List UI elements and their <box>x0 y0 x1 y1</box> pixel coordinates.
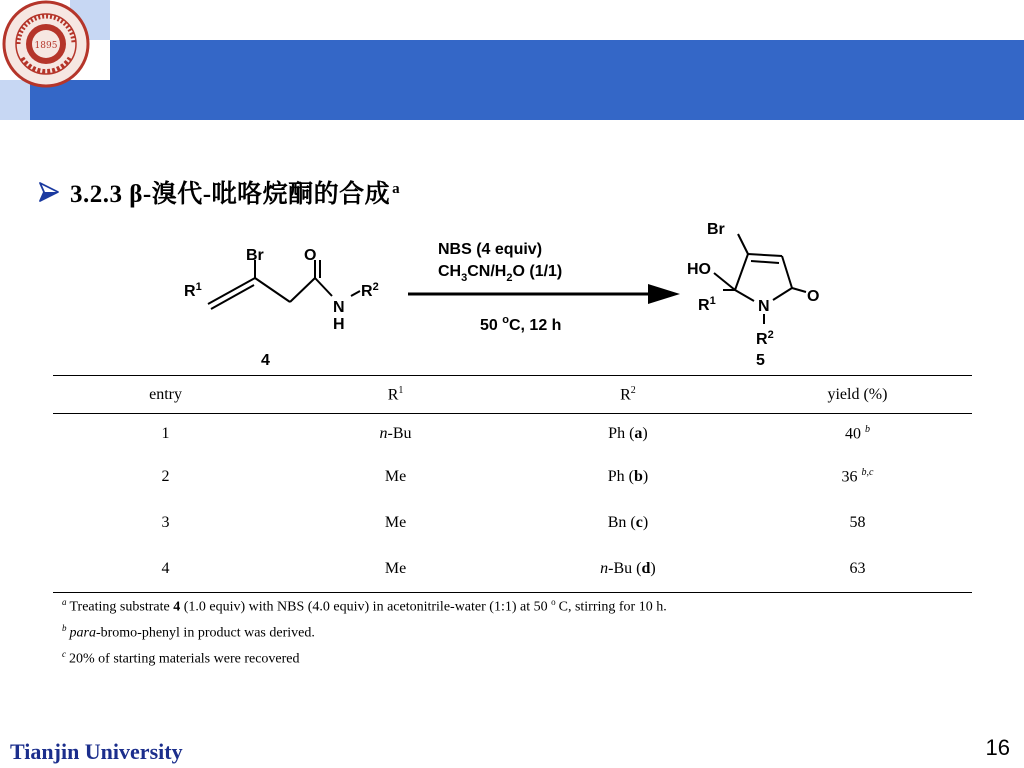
arrow-bullet-icon <box>38 181 60 203</box>
table-header-row <box>53 376 972 414</box>
cell-yield: 58 <box>849 514 866 531</box>
substrate-r1: $R^1$ <box>184 281 202 300</box>
header-r1: $R^1$ <box>278 376 513 414</box>
footnote-a: $^a$ Treating substrate 4 (1.0 equiv) with NBS (4.0 equiv) in acetonitrile-water (1:1) at 50 $^o$ C, stirring for 10 h. <box>62 597 667 615</box>
cell-entry: 3 <box>161 514 170 531</box>
footnote-c: $^c$ 20% of starting materials were recovered <box>62 649 300 667</box>
substrate-o: O <box>304 247 317 264</box>
cell-r1: Me <box>384 468 407 485</box>
cell-r1: n-Bu <box>379 425 412 442</box>
product-n: N <box>758 298 770 315</box>
reaction-scheme <box>170 212 850 372</box>
svg-text:1895: 1895 <box>34 41 58 51</box>
table-row <box>53 500 972 546</box>
cell-r2: n-Bu (d) <box>513 546 743 593</box>
substrate-br: Br <box>246 247 264 264</box>
substrate-n: N <box>333 299 345 316</box>
results-table <box>53 375 972 593</box>
footer-institution: Tianjin University <box>10 739 183 764</box>
product-br: Br <box>707 221 725 238</box>
conditions-line1: NBS (4 equiv) <box>438 241 543 258</box>
cell-r1: Me <box>384 514 407 531</box>
substrate-r2: $R^2$ <box>361 281 379 300</box>
table-footnotes <box>62 592 667 670</box>
conditions-line2: $CH_3CN/H_2O$ (1/1) <box>438 263 563 284</box>
product-r1: $R^1$ <box>698 295 716 314</box>
cell-r2: Bn (c) <box>607 514 649 531</box>
footnote-b: $^b$ para-bromo-phenyl in product was derived. <box>62 623 315 641</box>
page-number: 16 <box>985 735 1010 760</box>
table-row <box>53 546 972 593</box>
substrate-h: H <box>333 316 345 333</box>
cell-yield: 36 $^{b,c}$ <box>841 467 874 486</box>
cell-yield: 63 <box>743 546 972 593</box>
product-ho: HO <box>687 261 711 278</box>
product-o: O <box>807 288 820 305</box>
product-r2: $R^2$ <box>756 329 774 348</box>
header-yield: yield (%) <box>743 376 972 414</box>
header-band <box>110 40 1024 120</box>
product-label: 5 <box>756 352 765 369</box>
university-seal-logo <box>2 0 90 88</box>
cell-r2: Ph (a) <box>608 425 648 442</box>
slide-title: 3.2.3 β-溴代-吡咯烷酮的合成 $^a$ <box>70 180 401 208</box>
cell-entry: 2 <box>161 468 170 485</box>
conditions-line3: 50 $^o$C, 12 h <box>480 314 562 334</box>
cell-r2: Ph (b) <box>607 468 649 485</box>
cell-entry: 1 <box>161 425 170 442</box>
substrate-label: 4 <box>261 352 270 369</box>
table-row <box>53 414 972 455</box>
cell-entry: 4 <box>53 546 278 593</box>
table-row <box>53 454 972 500</box>
header-r2: $R^2$ <box>513 376 743 414</box>
slide-title-row <box>38 174 400 210</box>
reaction-arrowhead-icon <box>648 284 680 304</box>
cell-r1: Me <box>278 546 513 593</box>
header-entry: entry <box>53 376 278 414</box>
cell-yield: 40 $^b$ <box>844 424 870 443</box>
